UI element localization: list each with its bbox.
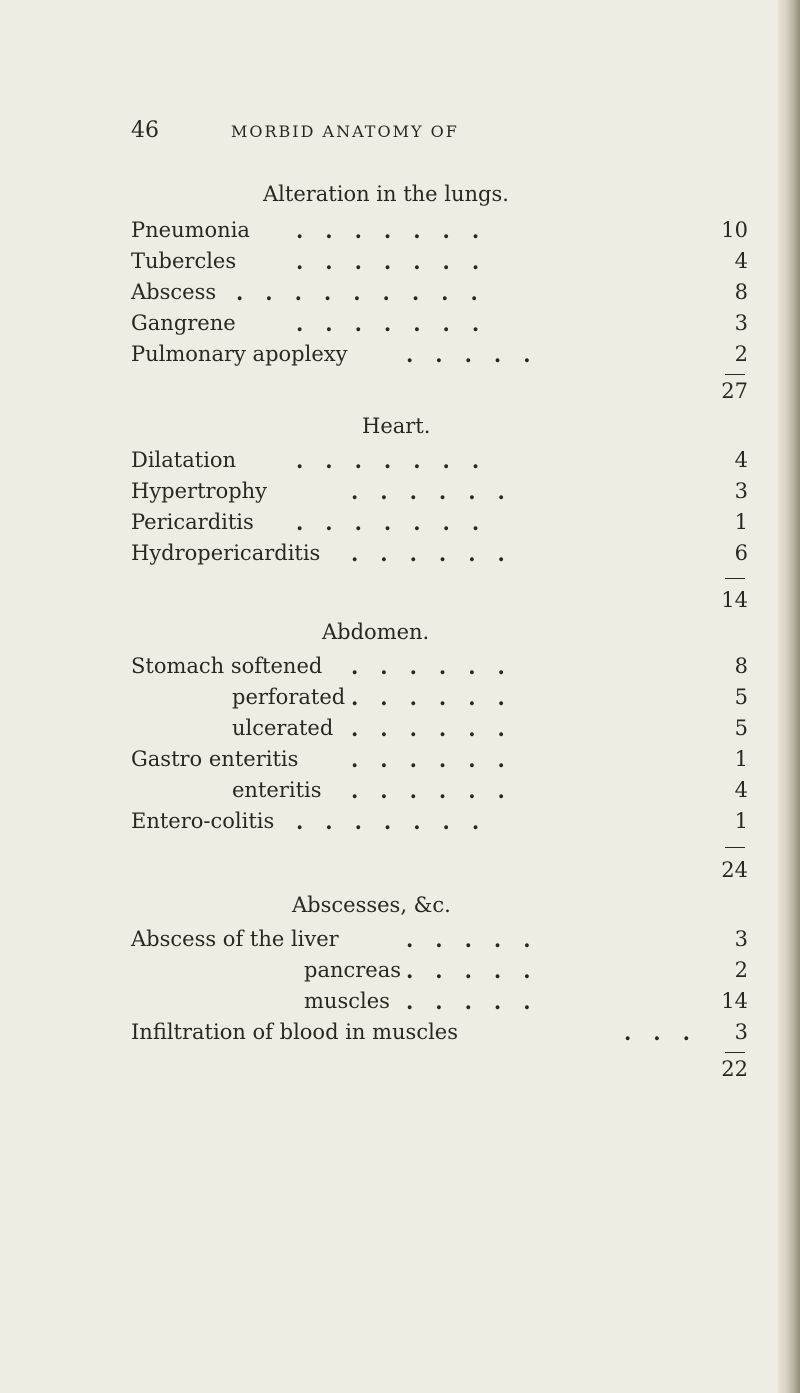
table-row <box>0 342 800 372</box>
row-value: 2 <box>734 342 748 366</box>
row-value: 4 <box>734 778 748 802</box>
dot-leaders: ..... <box>406 989 553 1014</box>
row-label: Gastro enteritis <box>131 747 299 771</box>
sum-rule <box>725 1052 745 1053</box>
row-value: 10 <box>721 218 748 242</box>
row-label: Abscess <box>131 280 217 304</box>
section-title-lungs: Alteration in the lungs. <box>263 182 509 206</box>
page-header <box>0 118 800 150</box>
row-value: 3 <box>734 311 748 335</box>
section-total: 14 <box>721 588 748 612</box>
section-title-abscesses: Abscesses, &c. <box>292 893 451 917</box>
dot-leaders: ...... <box>351 747 527 772</box>
row-label: Stomach softened <box>131 654 323 678</box>
dot-leaders: ..... <box>406 342 553 367</box>
dot-leaders: ....... <box>296 809 502 834</box>
running-head: MORBID ANATOMY OF <box>231 122 459 141</box>
dot-leaders: ..... <box>406 958 553 983</box>
row-value: 4 <box>734 448 748 472</box>
section-title-abdomen: Abdomen. <box>322 620 430 644</box>
row-label: enteritis <box>232 778 322 802</box>
section-title-heart: Heart. <box>362 414 431 438</box>
dot-leaders: ...... <box>351 685 527 710</box>
dot-leaders: ...... <box>351 716 527 741</box>
table-row <box>0 716 800 746</box>
row-label: Abscess of the liver <box>131 927 339 951</box>
row-label: Pulmonary apoplexy <box>131 342 348 366</box>
table-row <box>0 809 800 839</box>
row-value: 2 <box>734 958 748 982</box>
row-value: 4 <box>734 249 748 273</box>
dot-leaders: ...... <box>351 778 527 803</box>
table-row <box>0 1020 800 1050</box>
table-row <box>0 541 800 571</box>
row-value: 1 <box>734 809 748 833</box>
sum-rule <box>725 847 745 848</box>
table-row <box>0 927 800 957</box>
dot-leaders: ......... <box>236 280 500 305</box>
table-row <box>0 747 800 777</box>
row-value: 5 <box>734 716 748 740</box>
row-label: Pericarditis <box>131 510 254 534</box>
page-number: 46 <box>131 118 159 143</box>
section-total: 27 <box>721 379 748 403</box>
dot-leaders: ....... <box>296 249 502 274</box>
table-row <box>0 479 800 509</box>
row-value: 5 <box>734 685 748 709</box>
row-label: pancreas <box>304 958 402 982</box>
table-row <box>0 654 800 684</box>
dot-leaders: ....... <box>296 448 502 473</box>
dot-leaders: ..... <box>406 927 553 952</box>
row-label: Gangrene <box>131 311 236 335</box>
row-value: 1 <box>734 747 748 771</box>
row-label: ulcerated <box>232 716 334 740</box>
row-value: 8 <box>734 280 748 304</box>
row-value: 14 <box>721 989 748 1013</box>
row-value: 1 <box>734 510 748 534</box>
row-label: perforated <box>232 685 346 709</box>
dot-leaders: ....... <box>296 510 502 535</box>
row-label: Entero-colitis <box>131 809 275 833</box>
table-row <box>0 448 800 478</box>
table-row <box>0 778 800 808</box>
dot-leaders: ...... <box>351 654 527 679</box>
row-label: Hydropericarditis <box>131 541 321 565</box>
row-value: 8 <box>734 654 748 678</box>
table-row <box>0 249 800 279</box>
table-row <box>0 311 800 341</box>
dot-leaders: ... <box>624 1020 712 1045</box>
row-value: 6 <box>734 541 748 565</box>
row-value: 3 <box>734 479 748 503</box>
row-label: Dilatation <box>131 448 237 472</box>
sum-rule <box>725 578 745 579</box>
dot-leaders: ...... <box>351 479 527 504</box>
dot-leaders: ....... <box>296 218 502 243</box>
table-row <box>0 280 800 310</box>
table-row <box>0 218 800 248</box>
row-label: Hypertrophy <box>131 479 268 503</box>
sum-rule <box>725 374 745 375</box>
table-row <box>0 685 800 715</box>
table-row <box>0 510 800 540</box>
row-value: 3 <box>734 927 748 951</box>
row-label: Infiltration of blood in muscles <box>131 1020 459 1044</box>
row-label: muscles <box>304 989 390 1013</box>
dot-leaders: ...... <box>351 541 527 566</box>
section-total: 24 <box>721 858 748 882</box>
table-row <box>0 958 800 988</box>
row-label: Pneumonia <box>131 218 250 242</box>
row-label: Tubercles <box>131 249 237 273</box>
table-row <box>0 989 800 1019</box>
dot-leaders: ....... <box>296 311 502 336</box>
section-total: 22 <box>721 1057 748 1081</box>
row-value: 3 <box>734 1020 748 1044</box>
